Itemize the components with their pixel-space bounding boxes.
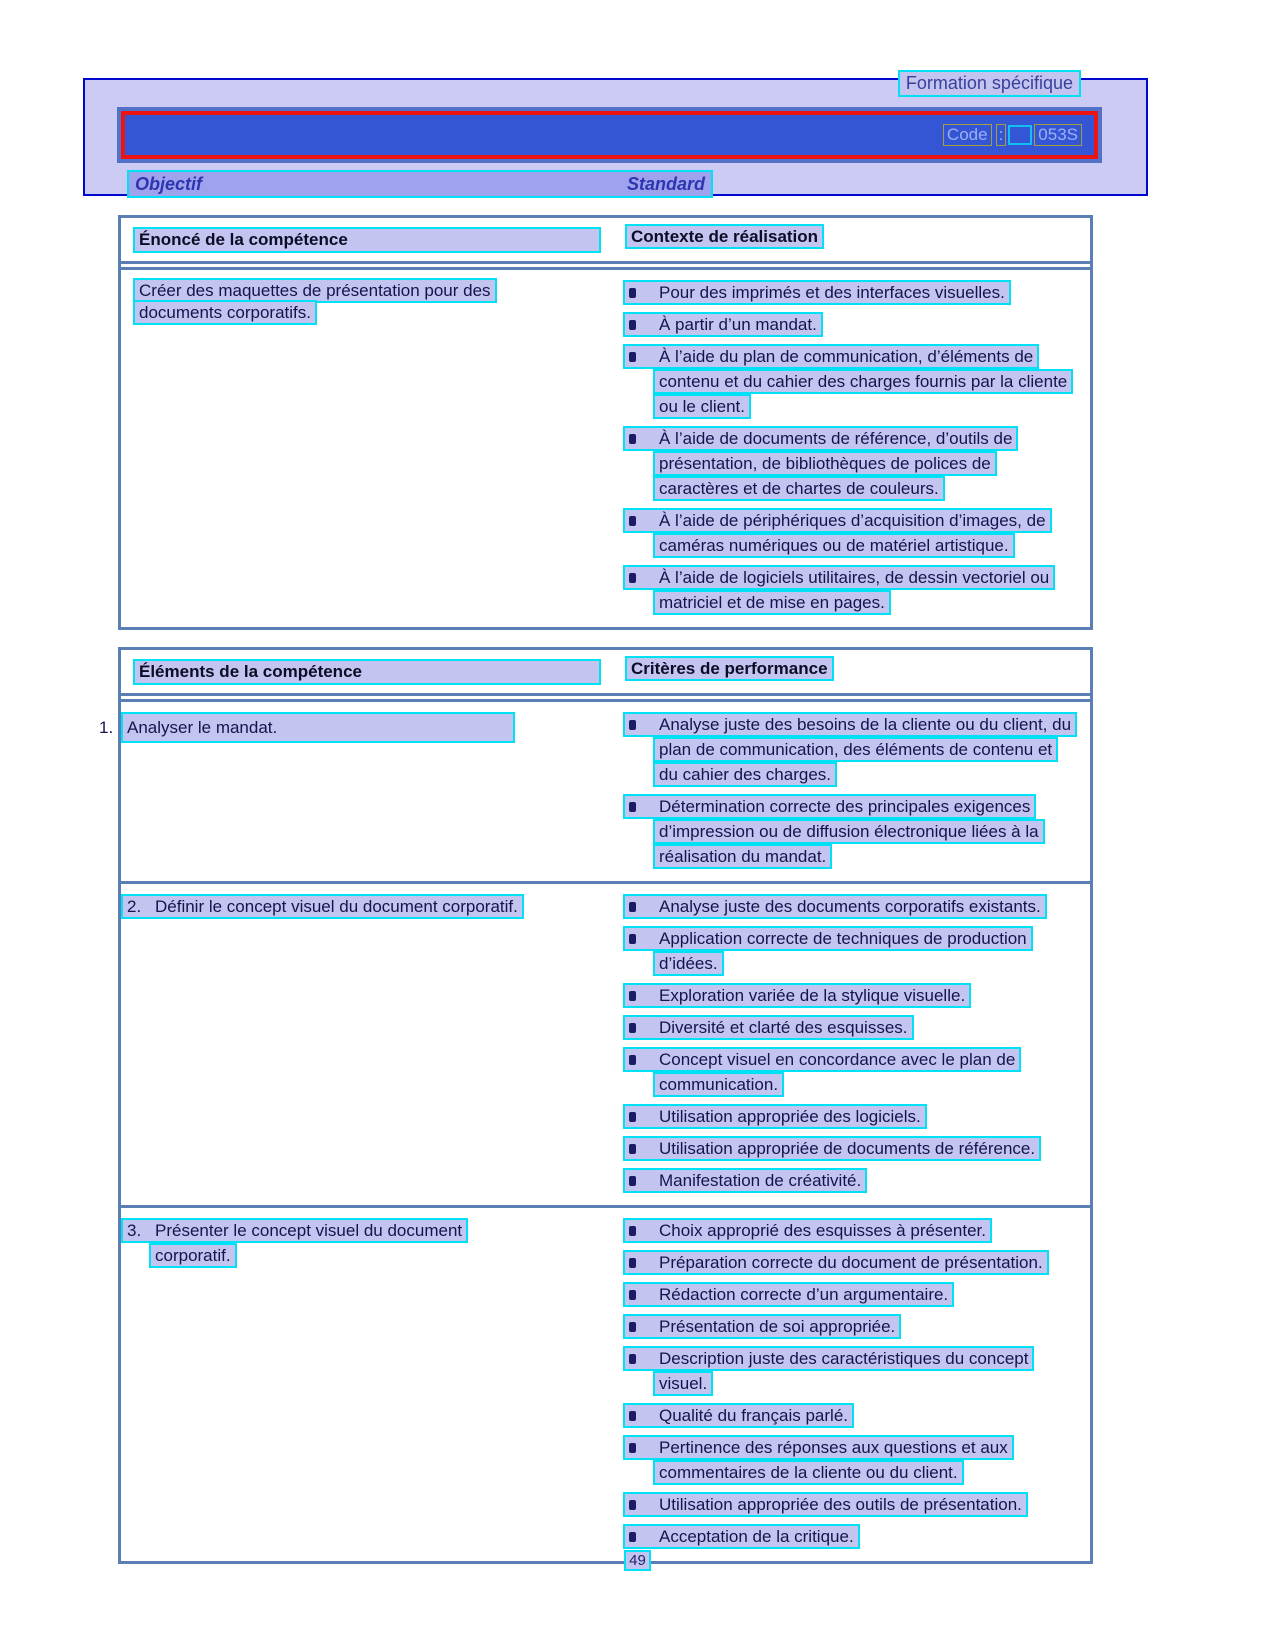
bullet-icon bbox=[629, 1532, 636, 1542]
code-label: Code bbox=[943, 124, 992, 146]
bullet-item bbox=[623, 1168, 1072, 1193]
code-gap-box bbox=[1008, 125, 1032, 145]
element-number: 3. bbox=[127, 1221, 142, 1240]
competence-cell bbox=[121, 270, 613, 627]
bullet-text: Acceptation de la critique. bbox=[659, 1527, 854, 1546]
table-row bbox=[121, 1205, 1090, 1561]
bullet-text: Application correcte de techniques de production d’idées. bbox=[659, 929, 1027, 973]
bullet-icon bbox=[629, 720, 636, 730]
bullet-icon bbox=[629, 802, 636, 812]
col-header-criteres: Critères de performance bbox=[625, 656, 834, 681]
bullet-icon bbox=[629, 1411, 636, 1421]
bullet-text: Description juste des caractéristiques du concept visuel. bbox=[659, 1349, 1029, 1393]
contexte-cell bbox=[613, 270, 1090, 627]
table-header-row bbox=[121, 218, 1090, 264]
bullet-text: Analyse juste des documents corporatifs existants. bbox=[659, 897, 1041, 916]
bullet-item bbox=[623, 312, 1072, 337]
bullet-icon bbox=[629, 1258, 636, 1268]
element-cell bbox=[121, 884, 613, 1205]
bullet-item bbox=[623, 508, 1072, 558]
bullet-icon bbox=[629, 352, 636, 362]
bullet-text: À l’aide de périphériques d’acquisition d’images, de caméras numériques ou de matériel artistique. bbox=[659, 511, 1046, 555]
bullet-item bbox=[623, 1218, 1072, 1243]
bullet-text: À l’aide de logiciels utilitaires, de dessin vectoriel ou matriciel et de mise en pages. bbox=[659, 568, 1050, 612]
bullet-item bbox=[623, 565, 1072, 615]
bullet-icon bbox=[629, 1322, 636, 1332]
bullet-icon bbox=[629, 1144, 636, 1154]
bullet-text: Présentation de soi appropriée. bbox=[659, 1317, 896, 1336]
competence-elements-table bbox=[99, 647, 1093, 1564]
table-row bbox=[99, 702, 1090, 881]
bullet-text: Concept visuel en concordance avec le plan de communication. bbox=[659, 1050, 1016, 1094]
bullet-item bbox=[623, 983, 1072, 1008]
bullet-item bbox=[623, 280, 1072, 305]
bullet-icon bbox=[629, 434, 636, 444]
bullet-icon bbox=[629, 1290, 636, 1300]
competence-statement-table bbox=[118, 215, 1093, 630]
bullet-icon bbox=[629, 1443, 636, 1453]
bullet-text: Manifestation de créativité. bbox=[659, 1171, 862, 1190]
criteria-cell bbox=[613, 884, 1090, 1205]
bullet-text: Exploration variée de la stylique visuelle. bbox=[659, 986, 966, 1005]
element-text: Analyser le mandat. bbox=[127, 718, 278, 737]
bullet-text: Utilisation appropriée des logiciels. bbox=[659, 1107, 921, 1126]
bullet-item bbox=[623, 712, 1072, 787]
bullet-item bbox=[623, 1282, 1072, 1307]
bullet-icon bbox=[629, 288, 636, 298]
bullet-text: Détermination correcte des principales exigences d’impression ou de diffusion électronique liées à la réalisation du mandat. bbox=[659, 797, 1039, 866]
bullet-text: Diversité et clarté des esquisses. bbox=[659, 1018, 908, 1037]
bullet-icon bbox=[629, 902, 636, 912]
bullet-icon bbox=[629, 516, 636, 526]
tables-container bbox=[99, 215, 1093, 1564]
bullet-item bbox=[623, 894, 1072, 919]
element-number: 1. bbox=[99, 718, 114, 737]
bullet-icon bbox=[629, 1055, 636, 1065]
bullet-text: À partir d’un mandat. bbox=[659, 315, 817, 334]
criteria-cell bbox=[613, 1208, 1090, 1561]
bullet-text: Pertinence des réponses aux questions et aux commentaires de la cliente ou du client. bbox=[659, 1438, 1008, 1482]
objectif-standard-band bbox=[127, 170, 713, 198]
table-body bbox=[99, 699, 1090, 1561]
bullet-icon bbox=[629, 1226, 636, 1236]
page-number: 49 bbox=[0, 1552, 1275, 1569]
bullet-item bbox=[623, 794, 1072, 869]
element-number: 2. bbox=[127, 897, 142, 916]
criteria-cell bbox=[613, 702, 1090, 881]
bullet-item bbox=[623, 1047, 1072, 1097]
bullet-text: À l’aide du plan de communication, d’éléments de contenu et du cahier des charges fournis par la cliente ou le client. bbox=[659, 347, 1068, 416]
bullet-icon bbox=[629, 1500, 636, 1510]
bullet-item bbox=[623, 1346, 1072, 1396]
element-cell bbox=[121, 1208, 613, 1561]
col-header-contexte: Contexte de réalisation bbox=[625, 224, 824, 249]
table-body bbox=[121, 267, 1090, 627]
bullet-item bbox=[623, 1524, 1072, 1549]
code-separator: : bbox=[996, 124, 1007, 146]
bullet-item bbox=[623, 1492, 1072, 1517]
bullet-text: Rédaction correcte d’un argumentaire. bbox=[659, 1285, 949, 1304]
element-text: Définir le concept visuel du document corporatif. bbox=[155, 897, 518, 916]
bullet-text: Utilisation appropriée de documents de référence. bbox=[659, 1139, 1036, 1158]
bullet-item bbox=[623, 344, 1072, 419]
bullet-item bbox=[623, 926, 1072, 976]
bullet-text: Utilisation appropriée des outils de présentation. bbox=[659, 1495, 1022, 1514]
bullet-text: Pour des imprimés et des interfaces visuelles. bbox=[659, 283, 1005, 302]
bullet-icon bbox=[629, 1112, 636, 1122]
standard-heading: Standard bbox=[626, 173, 705, 194]
bullet-text: Préparation correcte du document de présentation. bbox=[659, 1253, 1043, 1272]
bullet-icon bbox=[629, 1176, 636, 1186]
code-value: 053S bbox=[1034, 124, 1082, 146]
objectif-heading: Objectif bbox=[135, 173, 203, 194]
table-row bbox=[121, 881, 1090, 1205]
bullet-icon bbox=[629, 934, 636, 944]
bullet-item bbox=[623, 1104, 1072, 1129]
bullet-text: Qualité du français parlé. bbox=[659, 1406, 848, 1425]
bullet-item bbox=[623, 1403, 1072, 1428]
competence-text: Créer des maquettes de présentation pour des documents corporatifs. bbox=[133, 278, 497, 325]
bullet-text: À l’aide de documents de référence, d’outils de présentation, de bibliothèques de polices de caractères et de chartes de couleurs. bbox=[659, 429, 1013, 498]
title-bar bbox=[121, 111, 1098, 159]
bullet-icon bbox=[629, 991, 636, 1001]
bullet-item bbox=[623, 1015, 1072, 1040]
bullet-item bbox=[623, 1314, 1072, 1339]
bullet-item bbox=[623, 1435, 1072, 1485]
bullet-text: Choix approprié des esquisses à présenter. bbox=[659, 1221, 986, 1240]
col-header-enonce: Énoncé de la compétence bbox=[133, 227, 601, 253]
bullet-icon bbox=[629, 320, 636, 330]
bullet-item bbox=[623, 1136, 1072, 1161]
col-header-elements: Éléments de la compétence bbox=[133, 659, 601, 685]
bullet-item bbox=[623, 426, 1072, 501]
section-eyebrow: Formation spécifique bbox=[898, 70, 1081, 97]
bullet-icon bbox=[629, 573, 636, 583]
element-text: Présenter le concept visuel du document corporatif. bbox=[155, 1221, 463, 1265]
bullet-item bbox=[623, 1250, 1072, 1275]
bullet-icon bbox=[629, 1023, 636, 1033]
table-row bbox=[121, 270, 1090, 627]
table-header-row bbox=[121, 650, 1090, 696]
bullet-text: Analyse juste des besoins de la cliente ou du client, du plan de communication, des éléments de contenu et du cahier des charges. bbox=[659, 715, 1072, 784]
element-cell bbox=[99, 702, 613, 881]
bullet-icon bbox=[629, 1354, 636, 1364]
